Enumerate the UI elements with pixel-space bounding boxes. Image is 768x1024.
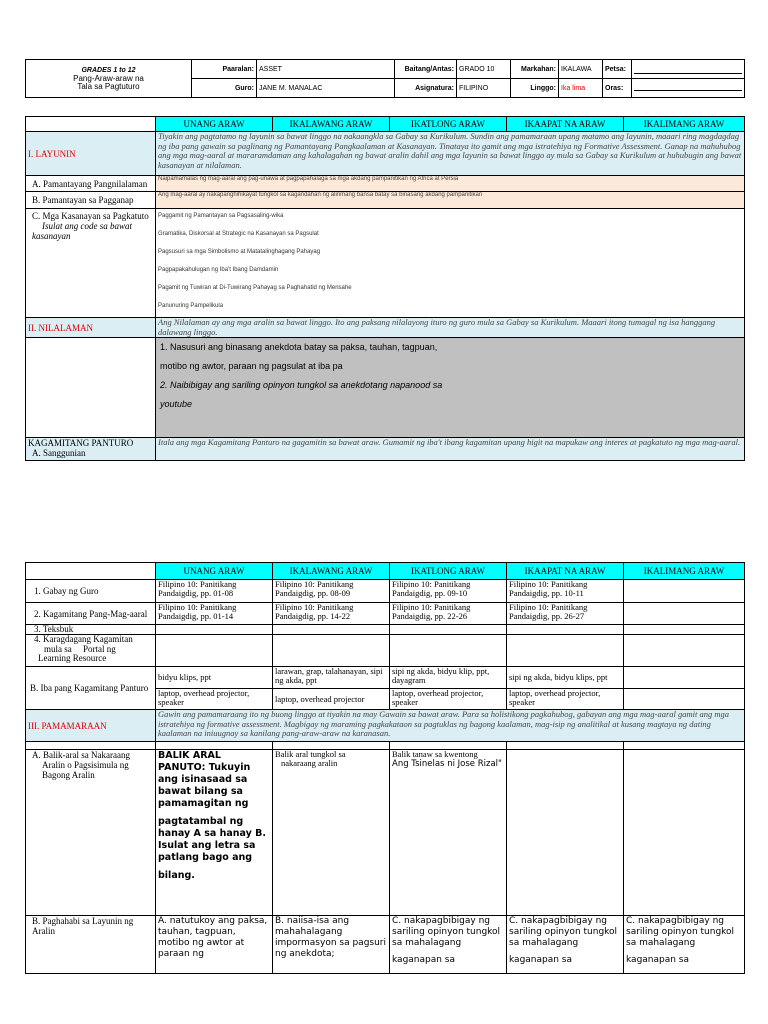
balik-aral-text: nakaraang aralin <box>281 758 338 768</box>
kasanayan-item: Gramatika, Diskorsal at Strategic na Kasanayan sa Pagsulat <box>158 231 319 237</box>
empty-cell <box>26 742 156 750</box>
balik-label-3: Bagong Aralin <box>42 770 95 780</box>
ref-line: Pandaigdig, pp. 09-10 <box>392 588 468 598</box>
kasanayan-item: Pagamit ng Tuwiran at Di-Tuwirang Pahayag sa Paghahatid ng Mensahe <box>158 285 352 291</box>
layunin-text: Tiyakin ang pagtatamo ng layunin sa bawat linggo na nakaangkla sa Gabay sa Kurikulum. Sundin ang pamamaraan upang matamo ang layunin, maaari ring magdagdag ng iba pang gawain sa paglinang ng Pamantayang Pangkaalaman at Kasanayan. Tinataya ito gamit ang mga istratehiya ng Formative Assessment. Ganap na mahuhubog ang mga mag-aaral at mararamdaman ang kahalagahan ng bawat aralin dahil ang mga layunin sa bawat linggo ay mula sa Gabay sa Kurikulum at huhubugin ang bawat kasanayan at nilalaman. <box>156 132 745 176</box>
iba-top-day-5 <box>624 667 745 689</box>
iba-top-day-1: bidyu klips, ppt <box>156 667 273 689</box>
balik-aral-label-cell <box>26 750 156 916</box>
day-header-3: IKATLONG ARAW <box>390 117 507 132</box>
empty-cell <box>390 635 507 667</box>
title-line-2: Tala sa Pagtuturo <box>77 81 140 91</box>
karagdagang-line-1: 4. Karagdagang Kagamitan <box>34 634 133 644</box>
balik-tanaw-title: Ang Tsinelas ni Jose Rizal" <box>392 759 502 769</box>
pamantayang-pangnilalaman-text: Naipamamalas ng mag-aaral ang pag-unawa at pagpapahalaga sa mga akdang pampanitikan ng Africa at Persia <box>156 176 745 192</box>
kasanayan-label: C. Mga Kasanayan sa Pagkatuto <box>32 211 149 221</box>
kasanayan-item: Paggamit ng Pamantayan sa Pagsasaling-wika <box>158 213 284 219</box>
empty-cell <box>624 635 745 667</box>
balik-aral-day-3 <box>390 750 507 916</box>
iba-bottom-day-4: laptop, overhead projector, speaker <box>507 689 624 710</box>
paghahabi-label-2: Aralin <box>32 926 55 936</box>
guro-label: Guro: <box>192 79 257 98</box>
kasanayan-sub-2: kasanayan <box>32 231 71 241</box>
balik-label-2: Aralin o Pagsisimula ng <box>42 760 129 770</box>
gabay-day-1 <box>156 580 273 603</box>
paghahabi-label-1: B. Paghahabi sa Layunin ng <box>32 916 134 926</box>
balik-aral-day-5 <box>624 750 745 916</box>
empty-cell <box>507 742 624 750</box>
nilalaman-empty-cell <box>26 338 156 438</box>
kagamitan-label: KAGAMITANG PANTURO <box>28 438 134 448</box>
kasanayan-item: Panunuring Pampelikula <box>158 303 224 309</box>
markahan-label: Markahan: <box>511 60 559 79</box>
corner-cell <box>26 117 156 132</box>
paghahabi-day-5 <box>624 916 745 974</box>
ref-line: Filipino 10: Panitikang <box>509 602 588 612</box>
teksbuk-label: 3. Teksbuk <box>26 625 156 635</box>
paghahabi-text: C. nakapagbibigay ng sariling opinyon tungkol sa mahalagang <box>392 916 501 948</box>
linggo-label: Linggo: <box>511 79 559 98</box>
balik-aral-text: Balik aral tungkol sa <box>275 749 346 759</box>
iba-top-day-4: sipi ng akda, bidyu klips, ppt <box>507 667 624 689</box>
iba-top-day-2: larawan, grap, talahanayan, sipi ng akda, ppt <box>273 667 390 689</box>
iba-top-day-3: sipi ng akda, bidyu klip, ppt, dayagram <box>390 667 507 689</box>
kag-day-3 <box>390 603 507 625</box>
kasanayan-item: Pagpapakahulugan ng Iba't Ibang Damdamin <box>158 267 279 273</box>
balik-aral-day-1 <box>156 750 273 916</box>
kasanayan-item: Pagsusuri sa mga Simbolismo at Matatalinghagang Pahayag <box>158 249 321 255</box>
paghahabi-text: C. nakapagbibigay ng sariling opinyon tungkol sa mahalagang <box>509 916 618 948</box>
empty-cell <box>273 635 390 667</box>
balik-aral-title: BALIK ARAL <box>158 750 221 761</box>
paaralan-value: ASSET <box>257 60 395 79</box>
materials-table <box>25 562 745 974</box>
day-header-3: IKATLONG ARAW <box>390 563 507 580</box>
ref-line: Filipino 10: Panitikang <box>275 602 354 612</box>
karagdagang-line-3: Learning Resource <box>38 653 107 663</box>
empty-cell <box>273 625 390 635</box>
title-line-1: Pang-Araw-araw na <box>73 73 144 83</box>
nilalaman-line-1: 1. Nasusuri ang binasang anekdota batay sa paksa, tauhan, tagpuan, <box>160 342 438 352</box>
empty-cell <box>507 625 624 635</box>
iba-bottom-day-3: laptop, overhead projector, speaker <box>390 689 507 710</box>
objectives-table <box>25 116 745 461</box>
markahan-value: IKALAWA <box>559 60 603 79</box>
kag-day-4 <box>507 603 624 625</box>
empty-cell <box>156 625 273 635</box>
empty-cell <box>390 742 507 750</box>
nilalaman-text: Ang Nilalaman ay ang mga aralin sa bawat linggo. Ito ang paksang nilalayong ituro ng guro mula sa Gabay sa Kurikulum. Maaari itong tumagal ng isa hanggang dalawang linggo. <box>156 318 745 338</box>
day-header-4: IKAAPAT NA ARAW <box>507 563 624 580</box>
ref-line: Pandaigdig, pp. 01-14 <box>158 611 234 621</box>
oras-label: Oras: <box>603 79 632 98</box>
nilalaman-line-2: motibo ng awtor, paraan ng pagsulat at iba pa <box>160 361 343 371</box>
pamantayang-pangnilalaman-label: A. Pamantayang Pangnilalaman <box>26 176 156 192</box>
paaralan-label: Paaralan: <box>192 60 257 79</box>
iba-bottom-day-1: laptop, overhead projector, speaker <box>156 689 273 710</box>
empty-cell <box>624 625 745 635</box>
ref-line: Filipino 10: Panitikang <box>158 602 237 612</box>
nilalaman-content <box>156 338 745 438</box>
nilalaman-line-3: 2. Naibibigay ang sariling opinyon tungkol sa anekdotang napanood sa <box>160 380 443 390</box>
pamamaraan-label: III. PAMAMARAAN <box>26 710 156 742</box>
kasanayan-list <box>156 209 745 318</box>
baitang-label: Baitang/Antas: <box>395 60 457 79</box>
paghahabi-extra: kaganapan sa <box>392 955 456 965</box>
balik-aral-instruction-2: pagtatambal ng hanay A sa hanay B. Isulat ang letra sa patlang bago ang <box>158 816 266 863</box>
asignatura-label: Asignatura: <box>395 79 457 98</box>
iba-bottom-day-2: laptop, overhead projector <box>273 689 390 710</box>
ref-line: Pandaigdig, pp. 10-11 <box>509 588 584 598</box>
balik-aral-instruction: PANUTO: Tukuyin ang isinasaad sa bawat bilang sa pamamagitan ng <box>158 762 251 809</box>
paghahabi-text: C. nakapagbibigay ng sariling opinyon tungkol sa mahalagang <box>626 916 735 948</box>
paghahabi-extra: kaganapan sa <box>509 955 573 965</box>
kasanayan-label-cell <box>26 209 156 318</box>
pamamaraan-text: Gawin ang pamamaraang ito ng buong linggo at tiyakin na may Gawain sa bawat araw. Para sa holistikong pagkahubog, gabayan ang mga mag-aaral gamit ang mga istratehiya ng formative assessment. Magbigay ng maraming pagkakataon sa pagtuklas ng bagong kaalaman, mag-isip ng analitikal at kusang magtaya ng dating kaalaman na iniuugnay sa kanilang pang-araw-araw na karanasan. <box>156 710 745 742</box>
ref-line: Pandaigdig, pp. 22-26 <box>392 611 468 621</box>
header-table <box>25 59 745 98</box>
balik-tanaw-text: Balik tanaw sa kwentong <box>392 749 478 759</box>
ref-line: Filipino 10: Panitikang <box>509 579 588 589</box>
asignatura-value: FILIPINO <box>457 79 511 98</box>
balik-aral-day-4 <box>507 750 624 916</box>
kagamitan-label-cell <box>26 438 156 461</box>
empty-cell <box>624 742 745 750</box>
balik-aral-instruction-3: bilang. <box>158 870 195 881</box>
guro-value: JANE M. MANALAC <box>257 79 395 98</box>
paghahabi-extra: kaganapan sa <box>626 955 690 965</box>
day-header-5: IKALIMANG ARAW <box>624 563 745 580</box>
ref-line: Pandaigdig, pp. 14-22 <box>275 611 351 621</box>
ref-line: Pandaigdig, pp. 01-08 <box>158 588 234 598</box>
ref-line: Filipino 10: Panitikang <box>392 579 471 589</box>
empty-cell <box>156 635 273 667</box>
balik-label-1: A. Balik-aral sa Nakaraang <box>32 750 130 760</box>
empty-cell <box>156 742 273 750</box>
pamantayan-pagganap-label: B. Pamantayan sa Pagganap <box>26 192 156 209</box>
empty-cell <box>507 635 624 667</box>
ref-line: Pandaigdig, pp. 26-27 <box>509 611 585 621</box>
kasanayan-sub-1: Isulat ang code sa bawat <box>42 221 132 231</box>
karagdagang-line-2: mula sa Portal ng <box>44 643 116 654</box>
gabay-day-4 <box>507 580 624 603</box>
gabay-day-5 <box>624 580 745 603</box>
sanggunian-label: A. Sanggunian <box>32 448 86 458</box>
day-header-2: IKALAWANG ARAW <box>273 117 390 132</box>
baitang-value: GRADO 10 <box>457 60 511 79</box>
paghahabi-label-cell <box>26 916 156 974</box>
corner-cell-2 <box>26 563 156 580</box>
empty-cell <box>390 625 507 635</box>
ref-line: Filipino 10: Panitikang <box>158 579 237 589</box>
nilalaman-line-4: youtube <box>160 399 193 409</box>
layunin-label: I. LAYUNIN <box>26 132 156 176</box>
ref-line: Pandaigdig, pp. 08-09 <box>275 588 351 598</box>
karagdagang-label-cell <box>26 635 156 667</box>
day-header-4: IKAAPAT NA ARAW <box>507 117 624 132</box>
grades-label: GRADES 1 to 12 <box>81 66 136 74</box>
kag-day-2 <box>273 603 390 625</box>
day-header-5: IKALIMANG ARAW <box>624 117 745 132</box>
kag-day-5 <box>624 603 745 625</box>
kagamitan-text: Itala ang mga Kagamitang Panturo na gagamitin sa bawat araw. Gumamit ng iba't ibang kagamitan upang higit na mapukaw ang interes at pagkatuto ng mga mag-aaral. <box>156 438 745 461</box>
day-header-2: IKALAWANG ARAW <box>273 563 390 580</box>
paghahabi-day-4 <box>507 916 624 974</box>
gabay-day-2 <box>273 580 390 603</box>
kagamitang-mag-aaral-label: 2. Kagamitang Pang-Mag-aaral <box>26 603 156 625</box>
iba-pang-kagamitan-label: B. Iba pang Kagamitang Panturo <box>26 667 156 710</box>
gabay-day-3 <box>390 580 507 603</box>
linggo-value: Ika lima <box>559 79 603 98</box>
gabay-label: 1. Gabay ng Guro <box>26 580 156 603</box>
ref-line: Filipino 10: Panitikang <box>392 602 471 612</box>
balik-aral-day-2 <box>273 750 390 916</box>
ref-line: Filipino 10: Panitikang <box>275 579 354 589</box>
day-header-1: UNANG ARAW <box>156 117 273 132</box>
nilalaman-label: II. NILALAMAN <box>26 318 156 338</box>
oras-value[interactable] <box>632 79 745 98</box>
petsa-label: Petsa: <box>603 60 632 79</box>
petsa-value[interactable] <box>632 60 745 79</box>
paghahabi-day-1: A. natutukoy ang paksa, tauhan, tagpuan, motibo ng awtor at paraan ng <box>156 916 273 974</box>
pamantayan-pagganap-text: Ang mag-aaral ay nakapanghihikayat tungkol sa kagandahan ng alinmang bansa batay sa binasang akdang pampanitikan <box>156 192 745 209</box>
paghahabi-day-2: B. naiisa-isa ang mahahalagang impormasyon sa pagsuri ng anekdota; <box>273 916 390 974</box>
day-header-1: UNANG ARAW <box>156 563 273 580</box>
kag-day-1 <box>156 603 273 625</box>
iba-bottom-day-5 <box>624 689 745 710</box>
paghahabi-day-3 <box>390 916 507 974</box>
header-title-cell <box>26 60 192 98</box>
empty-cell <box>273 742 390 750</box>
